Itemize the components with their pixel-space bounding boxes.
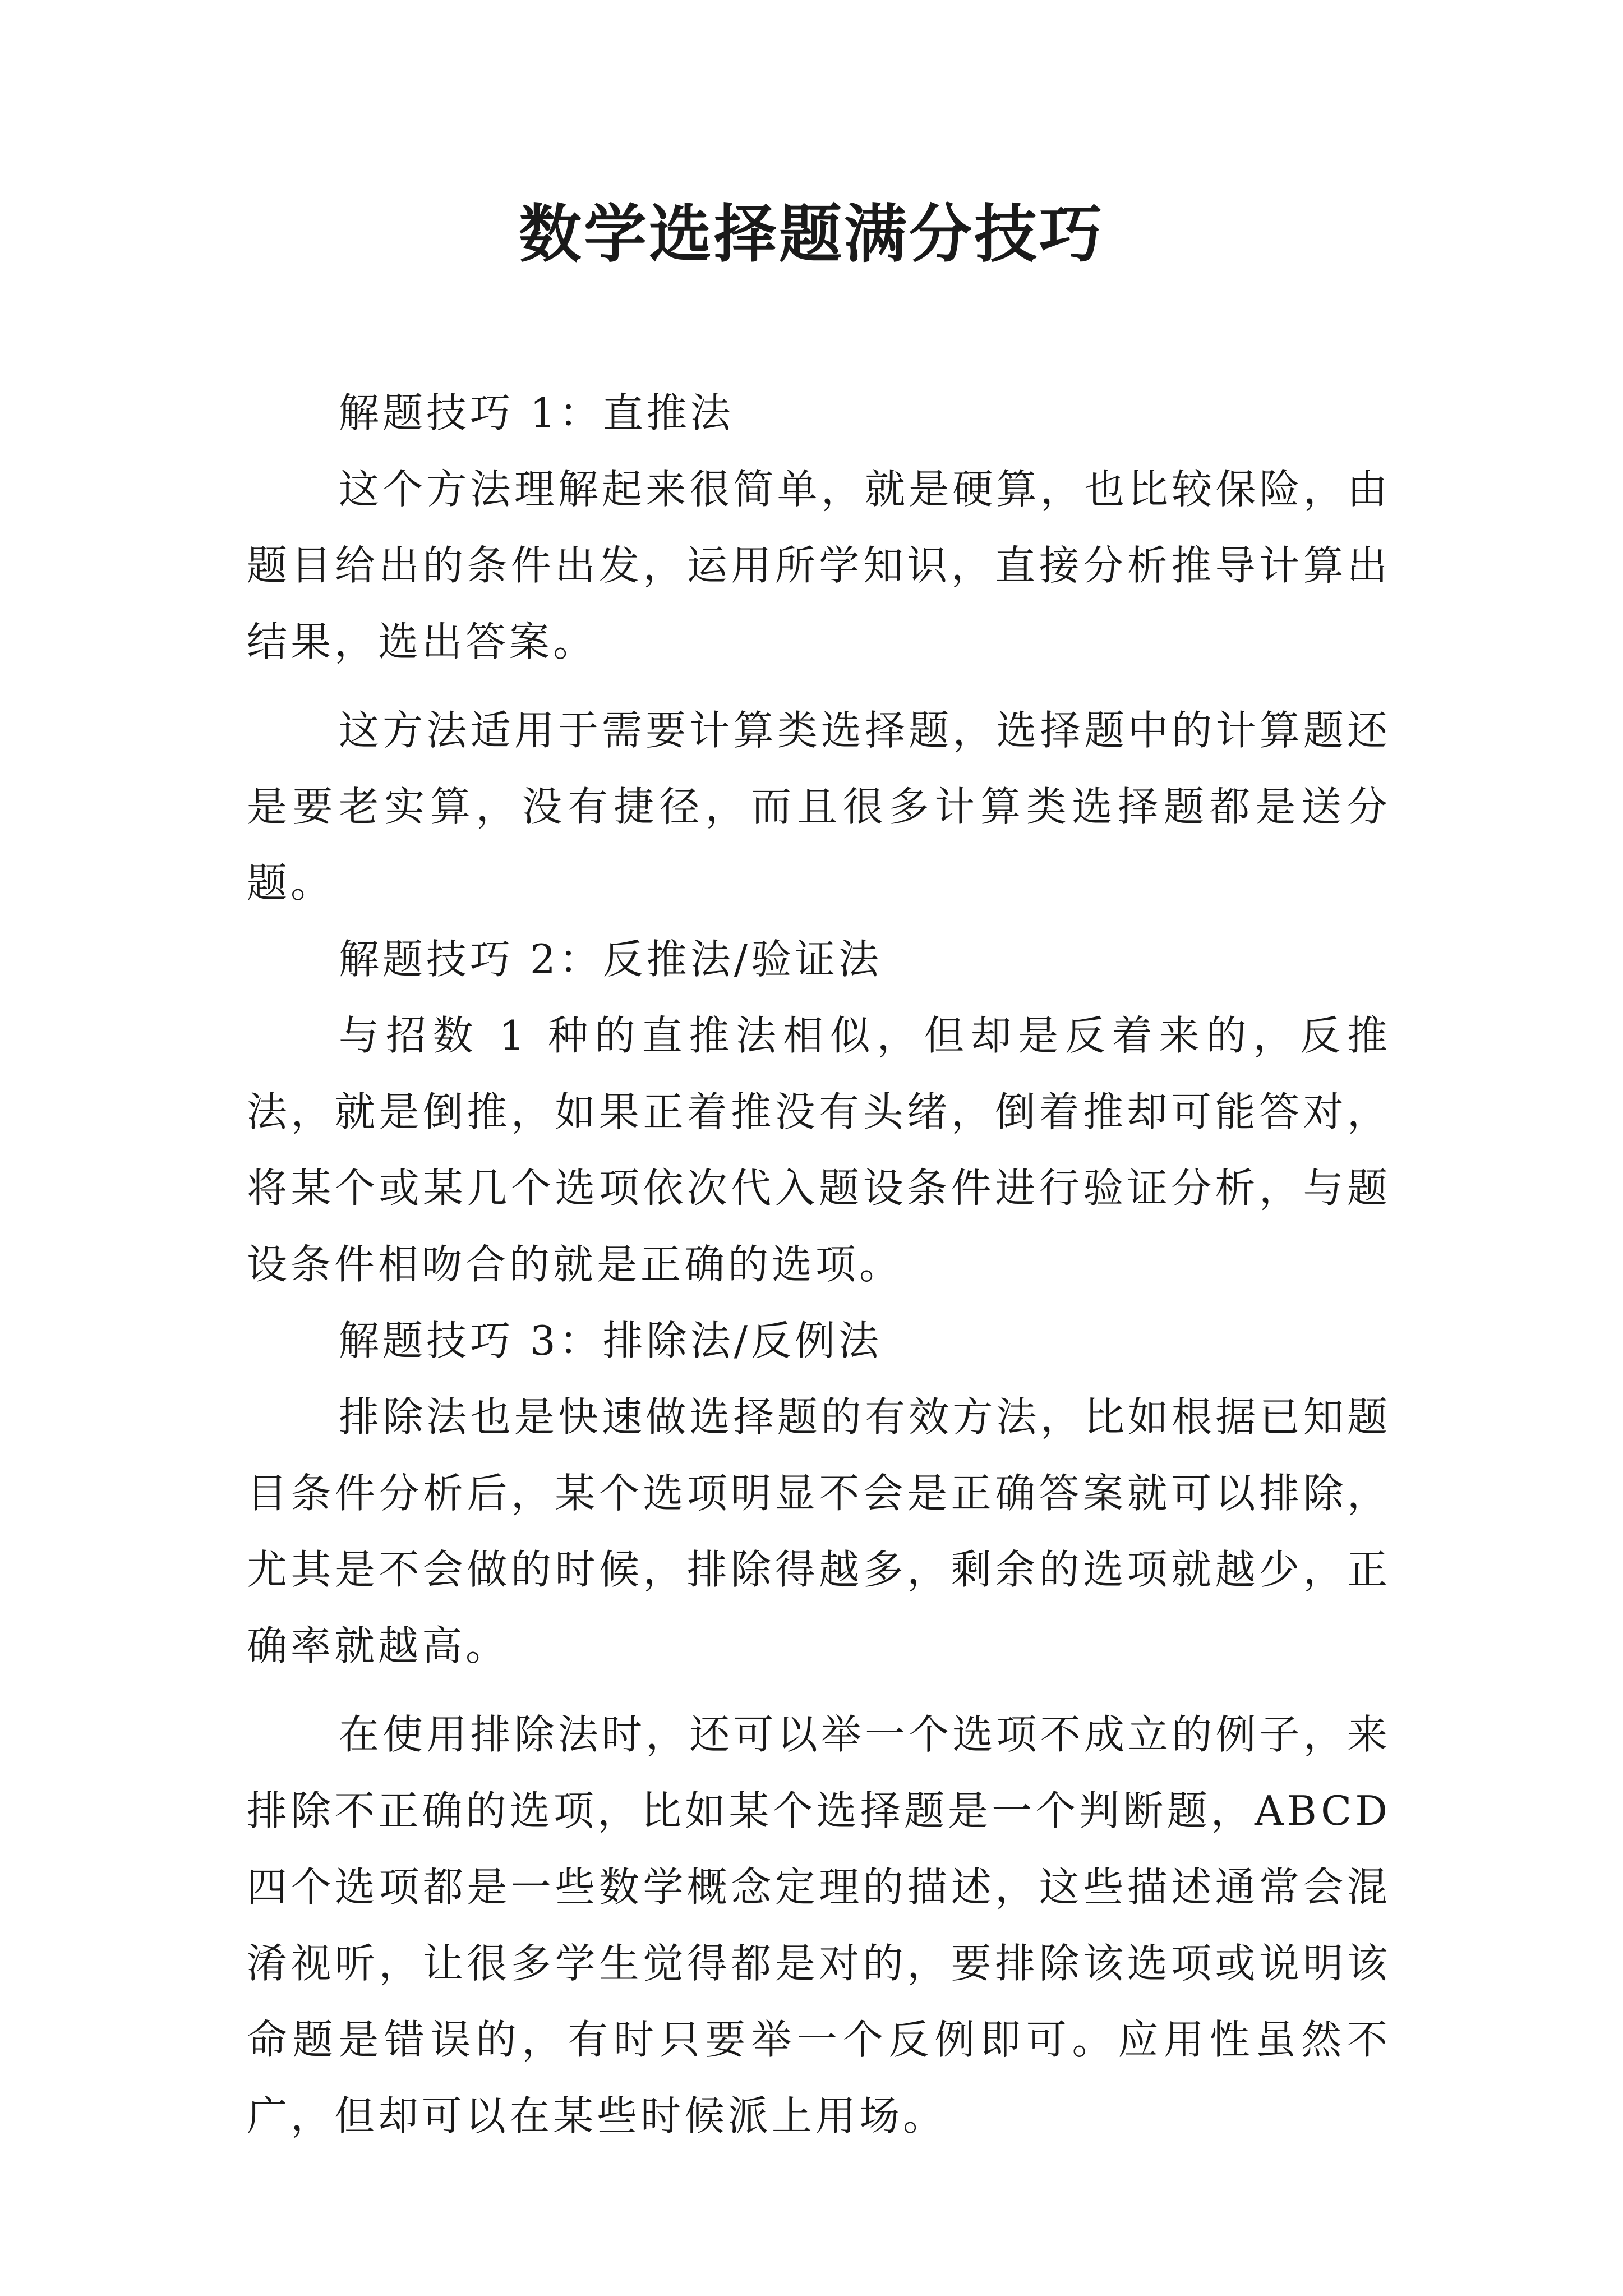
paragraph-1-2: 这方法适用于需要计算类选择题，选择题中的计算题还是要老实算，没有捷径，而且很多计算类选择题都是送分题。 xyxy=(247,707,1391,907)
paragraph-1-1: 这个方法理解起来很简单，就是硬算，也比较保险，由题目给出的条件出发，运用所学知识，直接分析推导计算出结果，选出答案。 xyxy=(247,466,1391,665)
paragraph-2-1: 与招数 1 种的直推法相似，但却是反着来的，反推法，就是倒推，如果正着推没有头绪，倒着推却可能答对，将某个或某几个选项依次代入题设条件进行验证分析，与题设条件相吻合的就是正确的选项。 xyxy=(247,1012,1391,1288)
paragraph-3-1: 排除法也是快速做选择题的有效方法，比如根据已知题目条件分析后，某个选项明显不会是正确答案就可以排除，尤其是不会做的时候，排除得越多，剩余的选项就越少，正确率就越高。 xyxy=(247,1393,1391,1669)
paragraph-3-2: 在使用排除法时，还可以举一个选项不成立的例子，来排除不正确的选项，比如某个选择题是一个判断题，ABCD 四个选项都是一些数学概念定理的描述，这些描述通常会混淆视听，让很多学生觉得都是对的，要排除该选项或说明该命题是错误的，有时只要举一个反例即可。应用性虽然不广，但却可以在某些时候派上用场。 xyxy=(247,1711,1391,2139)
document-body xyxy=(247,375,1391,2154)
section-heading-2: 解题技巧 2：反推法/验证法 xyxy=(339,936,882,983)
document-title: 数学选择题满分技巧 xyxy=(519,197,1104,271)
section-heading-3: 解题技巧 3：排除法/反例法 xyxy=(339,1317,882,1364)
section-heading-1: 解题技巧 1：直推法 xyxy=(339,389,734,436)
